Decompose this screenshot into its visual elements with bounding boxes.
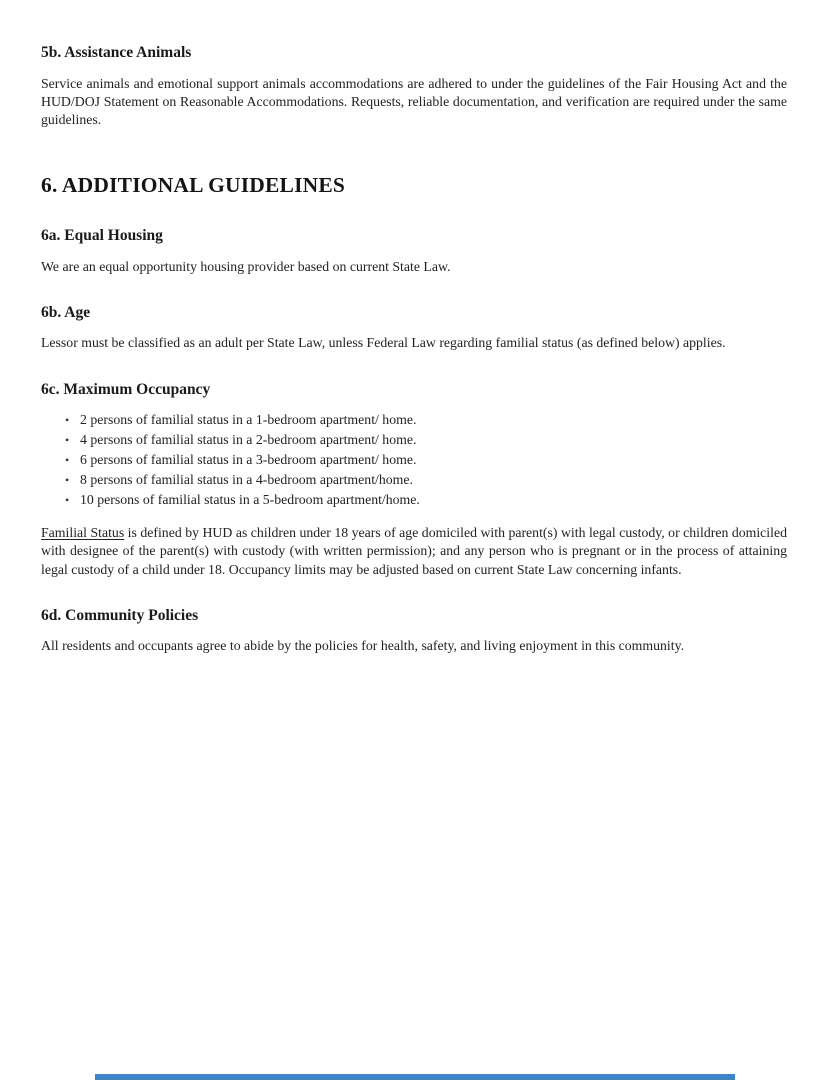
occupancy-bullet-list bbox=[41, 410, 787, 510]
familial-status-note bbox=[41, 524, 787, 579]
section-body-6d: All residents and occupants agree to abide by the policies for health, safety, and living enjoyment in this community. bbox=[41, 638, 685, 654]
section-heading-6c-maximum-occupancy: 6c. Maximum Occupancy bbox=[41, 380, 211, 398]
section-heading-6b-age: 6b. Age bbox=[41, 303, 91, 321]
occupancy-list-item: • 8 persons of familial status in a 4-bedroom apartment/home. bbox=[65, 470, 787, 490]
occupancy-list-item: • 10 persons of familial status in a 5-bedroom apartment/home. bbox=[65, 490, 787, 510]
familial-status-definition: is defined by HUD as children under 18 years of age domiciled with parent(s) with legal custody, or children domiciled with designee of the parent(s) with custody (with written permission); and any person who is pregnant or in the process of attaining legal custody of a child under 18. Occupancy limits may be adjusted based on current State Law concerning infants. bbox=[41, 525, 787, 577]
occupancy-list-item: • 4 persons of familial status in a 2-bedroom apartment/ home. bbox=[65, 430, 787, 450]
section-body-5b: Service animals and emotional support animals accommodations are adhered to under the guidelines of the Fair Housing Act and the HUD/DOJ Statement on Reasonable Accommodations. Requests, reliable documentation, and verification are required under the same guidelines. bbox=[41, 75, 787, 127]
section-body-6b: Lessor must be classified as an adult per State Law, unless Federal Law regarding familial status (as defined below) applies. bbox=[41, 335, 726, 351]
section-body-6a: We are an equal opportunity housing provider based on current State Law. bbox=[41, 258, 451, 274]
occupancy-list-item: • 2 persons of familial status in a 1-bedroom apartment/ home. bbox=[65, 410, 787, 430]
occupancy-list-item: • 6 persons of familial status in a 3-bedroom apartment/ home. bbox=[65, 450, 787, 470]
section-heading-5b-assistance-animals: 5b. Assistance Animals bbox=[41, 44, 192, 61]
section-heading-6d-community-policies: 6d. Community Policies bbox=[41, 606, 199, 624]
familial-status-term: Familial Status bbox=[41, 525, 125, 541]
section-heading-6a-equal-housing: 6a. Equal Housing bbox=[41, 227, 163, 244]
bottom-accent-bar bbox=[95, 1074, 735, 1080]
section-heading-6-additional-guidelines: 6. ADDITIONAL GUIDELINES bbox=[41, 173, 346, 198]
